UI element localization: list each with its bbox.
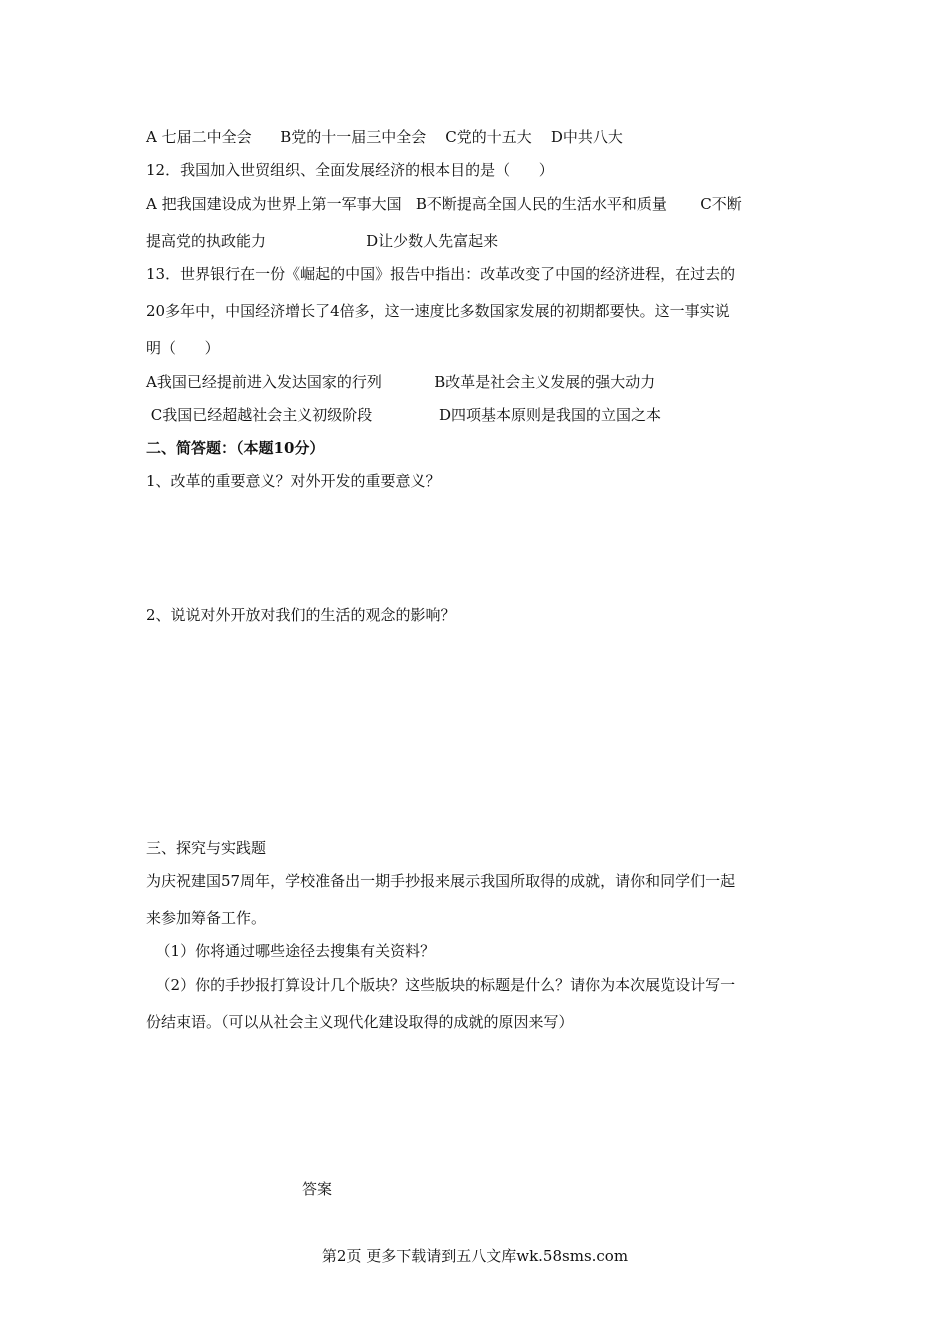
section-3-subquestion-2: （2）你的手抄报打算设计几个版块？这些版块的标题是什么？请你为本次展览设计写一 [146,976,736,994]
answer-heading: 答案 [302,1180,333,1198]
section-3-heading: 三、探究与实践题 [146,839,267,857]
question-12-options: A 把我国建设成为世界上第一军事大国 B不断提高全国人民的生活水平和质量 C不断 [146,195,742,213]
page-footer: 第2页 更多下载请到五八文库wk.58sms.com [321,1247,629,1265]
section-2-heading: 二、简答题：（本题10分） [146,439,325,457]
section-3-intro: 为庆祝建国57周年，学校准备出一期手抄报来展示我国所取得的成就，请你和同学们一起 [146,872,736,890]
question-13-options-cont: C我国已经超越社会主义初级阶段 D四项基本原则是我国的立国之本 [146,406,662,424]
section-3-intro-cont: 来参加筹备工作。 [146,909,267,927]
question-13-stem-end: 明（ ） [146,339,220,357]
short-answer-q1: 1、改革的重要意义？对外开发的重要意义？ [146,472,441,490]
question-11-options: A 七届二中全会 B党的十一届三中全会 C党的十五大 D中共八大 [146,128,623,146]
section-3-subquestion-2-cont: 份结束语。（可以从社会主义现代化建设取得的成就的原因来写） [146,1013,574,1031]
question-12-options-cont: 提高党的执政能力 D让少数人先富起来 [146,232,499,250]
question-13-options: A我国已经提前进入发达国家的行列 B改革是社会主义发展的强大动力 [146,373,656,391]
section-3-subquestion-1: （1）你将通过哪些途径去搜集有关资料？ [146,942,436,960]
short-answer-q2: 2、说说对外开放对我们的生活的观念的影响？ [146,606,456,624]
question-12-stem: 12．我国加入世贸组织、全面发展经济的根本目的是（ ） [146,161,554,179]
question-13-stem-cont: 20多年中，中国经济增长了4倍多，这一速度比多数国家发展的初期都要快。这一事实说 [146,302,730,320]
question-13-stem: 13．世界银行在一份《崛起的中国》报告中指出：改革改变了中国的经济进程，在过去的 [146,265,736,283]
